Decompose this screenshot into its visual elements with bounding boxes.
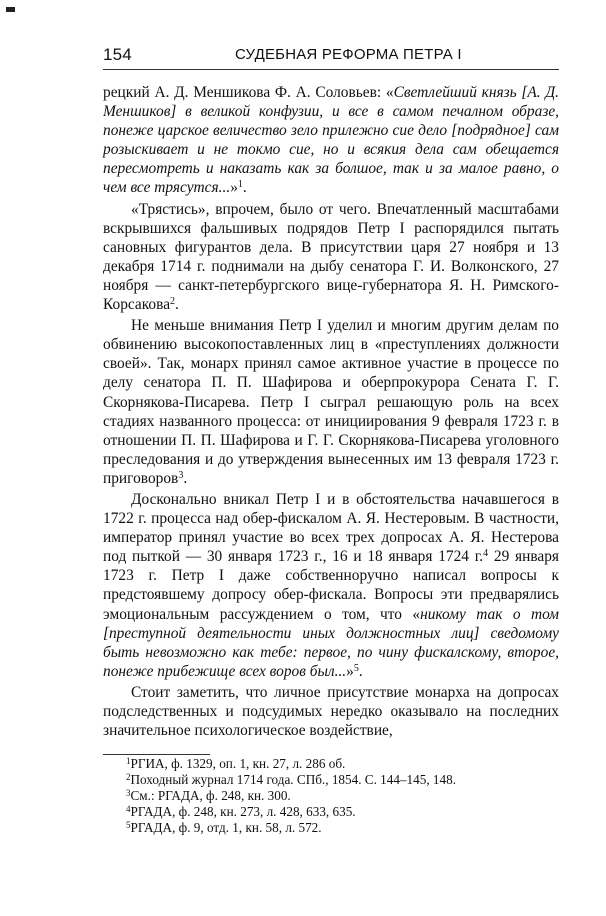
footnote-ref-1: 1 — [237, 179, 243, 191]
paragraph-1-lead: рецкий А. Д. Меншикова Ф. А. Соловьев: « — [103, 84, 394, 101]
paragraph-3-end: . — [183, 469, 188, 487]
paragraph-3-text: Не меньше внимания Петр I уделил и многим другим делам по обвинению высокопоставленных лиц в «преступлениях должности своей». Так, монарх принял самое активное участие в процессе по делу сенатора П. П. Шафирова и оберпрокурора Сената Г. Г. Скорнякова-Писарева. Петр I сыграл решающую роль на всех стадиях названного процесса: от инициирования 9 февраля 1723 г. в отношении П. П. Шафирова и Г. Г. Скорнякова-Писарева уголовного преследования и до утверждения вынесенных им 13 февраля 1723 г. приговоров — [103, 317, 559, 487]
page-number: 154 — [103, 45, 132, 64]
footnote-3 — [126, 788, 556, 804]
footnote-ref-2: 2 — [170, 296, 176, 308]
paragraph-5 — [103, 683, 559, 740]
paragraph-4-end: . — [358, 662, 363, 680]
main-text — [103, 83, 559, 740]
footnote-text-5: РГАДА, ф. 9, отд. 1, кн. 58, л. 572. — [130, 820, 322, 835]
paragraph-1-quote-close: » — [230, 179, 238, 197]
footnote-2 — [126, 772, 556, 788]
footnote-mark-5: 5 — [126, 820, 131, 830]
footnote-mark-2: 2 — [126, 772, 131, 782]
header-rule — [103, 69, 559, 70]
paragraph-4-text-a: Досконально вникал Петр I и в обстоятельства начавшегося в 1722 г. процесса над обер-фискалом А. Я. Нестеровым. В частности, император принял участие во всех трех допросах А. Я. Нестерова под пыткой — 30 января 1723 г., 16 и 18 января 1724 г. — [103, 490, 559, 566]
footnote-text-1: РГИА, ф. 1329, оп. 1, кн. 27, л. 286 об. — [130, 756, 346, 771]
footnote-ref-5: 5 — [353, 662, 359, 674]
footnote-ref-4: 4 — [483, 548, 489, 560]
footnote-mark-4: 4 — [126, 804, 131, 814]
footnote-mark-1: 1 — [126, 756, 131, 766]
footnotes — [126, 756, 556, 836]
paragraph-4-text-b: 29 января 1723 г. Петр I даже собственноручно написал вопросы к предстоявшему допросу обер-фискала. Вопросы эти предварялись эмоциональным рассуждением о том, что « — [103, 548, 559, 623]
page-header — [103, 43, 558, 67]
footnote-mark-3: 3 — [126, 788, 131, 798]
paragraph-4 — [103, 490, 559, 681]
paragraph-5-text: Стоит заметить, что личное присутствие монарха на допросах подследственных и подсудимых нередко оказывало на последних значительное психологическое воздействие, — [103, 683, 559, 740]
paragraph-1-quote: Светлейший князь [А. Д. Меншиков] в великой конфузии, и все в самом печалном образе, понеже царское величество зело прилежно сие дело [подрядное] сам розыскивает и не токмо сие, но и всякия дела сам обещается пересмотреть и наказать как за болшое, так и за малое равно, о чем все трясутся... — [103, 84, 559, 197]
scan-corner-mark — [6, 7, 15, 12]
footnote-1 — [126, 756, 556, 772]
footnote-rule — [103, 754, 210, 755]
footnote-text-2: Походный журнал 1714 года. СПб., 1854. С. 144–145, 148. — [130, 772, 457, 787]
paragraph-2-end: . — [175, 296, 179, 314]
footnote-5 — [126, 820, 556, 836]
paragraph-2-text: «Трястись», впрочем, было от чего. Впечатленный масштабами вскрывшихся фальшивых подрядов Петр I распорядился пытать сановных фигурантов дела. В присутствии царя 27 ноября и 13 декабря 1714 г. поднимали на дыбу сенатора Г. И. Волконского, 27 ноября — санкт-петербургского вице-губернатора Я. Н. Римского-Корсакова — [103, 200, 559, 314]
running-head: СУДЕБНАЯ РЕФОРМА ПЕТРА I — [235, 46, 462, 63]
paragraph-3 — [103, 316, 559, 488]
paragraph-1 — [103, 83, 559, 198]
footnote-4 — [126, 804, 556, 820]
paragraph-4-quote-close: » — [346, 662, 354, 680]
footnote-text-3: См.: РГАДА, ф. 248, кн. 300. — [130, 788, 291, 803]
paragraph-4-quote: никому так о том [преступной деятельности иных должностных лиц] сведомому быть невозможно как тебе: первое, по чину фискалскому, второе, понеже прибежище всех воров был... — [103, 605, 560, 680]
footnote-ref-3: 3 — [178, 469, 184, 481]
footnote-text-4: РГАДА, ф. 248, кн. 273, л. 428, 633, 635. — [130, 804, 356, 819]
paragraph-2 — [103, 200, 559, 315]
paragraph-1-end: . — [242, 179, 247, 197]
